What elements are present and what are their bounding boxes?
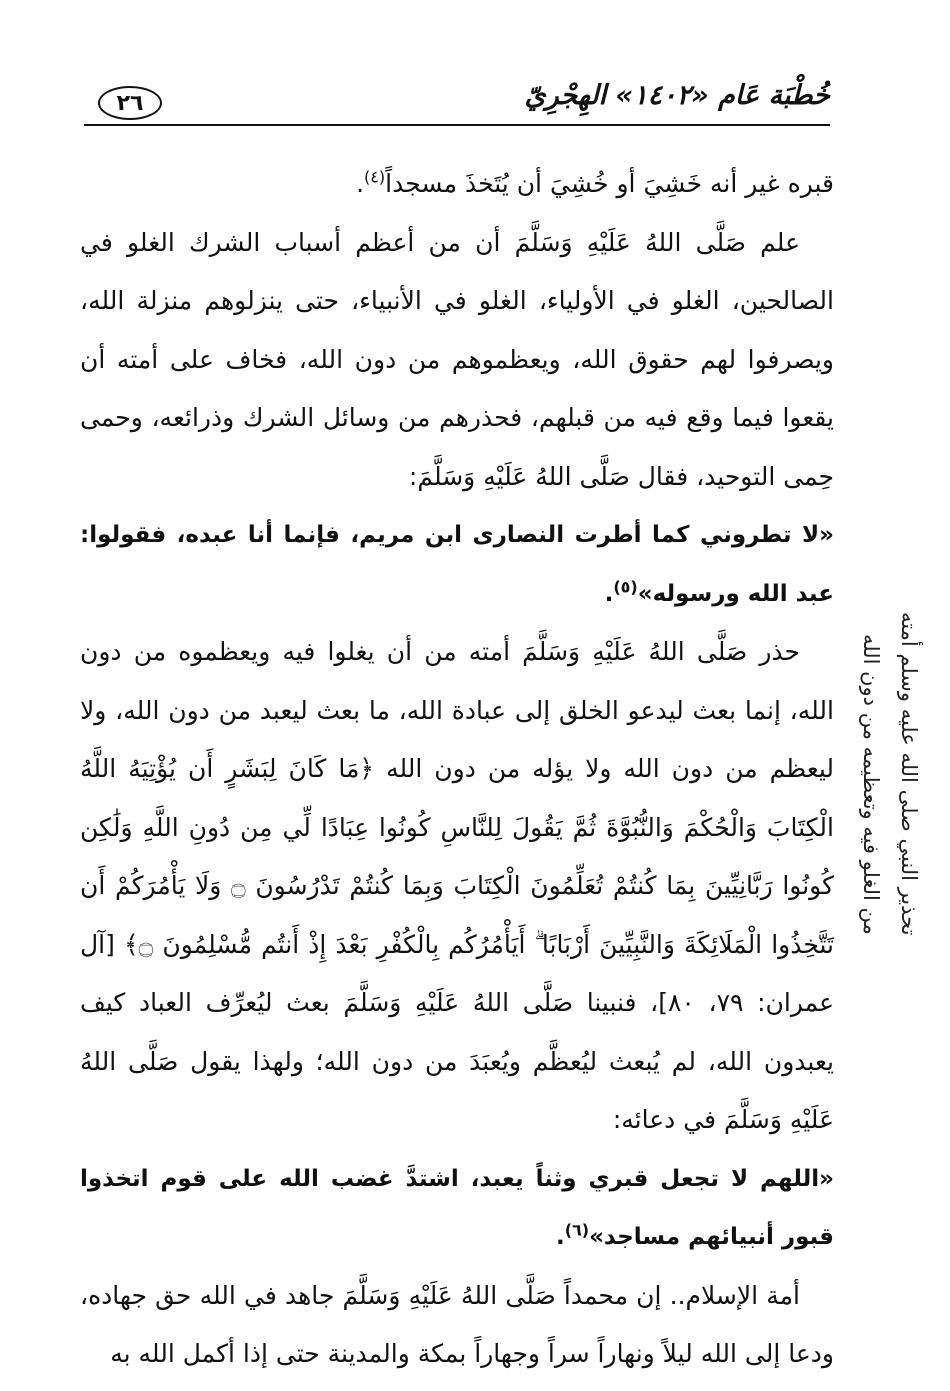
footnote-ref: (٤) (364, 167, 386, 187)
paragraph: علم صَلَّى اللهُ عَلَيْهِ وَسَلَّمَ أن من أعظم أسباب الشرك الغلو في الصالحين، الغلو في الأولياء، الغلو في الأنبياء، حتى ينزلوهم منزلة الله، ويصرفوا لهم حقوق الله، ويعظموهم من دون الله، فخاف على أمته أن يقعوا فيما وقع فيه من قبلهم، فحذرهم من وسائل الشرك وذرائعه، وحمى حِمى التوحيد، فقال صَلَّى اللهُ عَلَيْهِ وَسَلَّمَ: (80, 227, 834, 491)
hadith-quote: «اللهم لا تجعل قبري وثناً يعبد، اشتدَّ غضب الله على قوم اتخذوا قبور أنبيائهم مساجد»$^{(٦)}$. (80, 1165, 834, 1250)
running-title: خُطْبَة عَام «١٤٠٢» الهِجْرِيّ (524, 80, 830, 111)
footnote-ref: (٥) (613, 576, 638, 596)
header-divider (84, 124, 830, 126)
footnote-ref: (٦) (564, 1220, 590, 1240)
page-number: ٢٦ (98, 86, 162, 120)
body-text (80, 155, 834, 1384)
paragraph: حذر صَلَّى اللهُ عَلَيْهِ وَسَلَّمَ أمته من أن يغلوا فيه ويعظموه من دون الله، إنما بعث ليدعو الخلق إلى عبادة الله، ما بعث ليعبد من دون الله، ولا ليعظم من دون الله ولا يؤله من دون الله ﴿مَا كَانَ لِبَشَرٍ أَن يُؤْتِيَهُ اللَّهُ الْكِتَابَ وَالْحُكْمَ وَالنُّبُوَّةَ ثُمَّ يَقُولَ لِلنَّاسِ كُونُوا عِبَادًا لِّي مِن دُونِ اللَّهِ وَلَٰكِن كُونُوا رَبَّانِيِّينَ بِمَا كُنتُمْ تُعَلِّمُونَ الْكِتَابَ وَبِمَا كُنتُمْ تَدْرُسُونَ ۝ وَلَا يَأْمُرَكُمْ أَن تَتَّخِذُوا الْمَلَائِكَةَ وَالنَّبِيِّينَ أَرْبَابًا ۗ أَيَأْمُرُكُم بِالْكُفْرِ بَعْدَ إِذْ أَنتُم مُّسْلِمُونَ ۝﴾ [آل عمران: ٧٩، ٨٠]، فنبينا صَلَّى اللهُ عَلَيْهِ وَسَلَّمَ بعث ليُعرِّف العباد كيف يعبدون الله، لم يُبعث ليُعظَّم ويُعبَدَ من دون الله؛ ولهذا يقول صَلَّى اللهُ عَلَيْهِ وَسَلَّمَ في دعائه: (80, 637, 835, 1134)
margin-note: تحذير النبي صلى الله عليه وسلم أمته من الغلو فيه وتعظيمه من دون الله (859, 611, 921, 935)
page-header (84, 78, 830, 130)
hadith-quote: «لا تطروني كما أطرت النصارى ابن مريم، فإنما أنا عبده، فقولوا: عبد الله ورسوله»$^{(٥)}$. (80, 522, 834, 607)
paragraph: قبره غير أنه خَشِيَ أو خُشِيَ أن يُتَخذَ مسجداً$^{(٤)}$. (356, 167, 834, 198)
quran-verse: ﴿مَا كَانَ لِبَشَرٍ أَن يُؤْتِيَهُ اللَّهُ الْكِتَابَ وَالْحُكْمَ وَالنُّبُوَّةَ ثُمَّ يَقُولَ لِلنَّاسِ كُونُوا عِبَادًا لِّي مِن دُونِ اللَّهِ وَلَٰكِن كُونُوا رَبَّانِيِّينَ بِمَا كُنتُمْ تُعَلِّمُونَ الْكِتَابَ وَبِمَا كُنتُمْ تَدْرُسُونَ ۝ وَلَا يَأْمُرَكُمْ أَن تَتَّخِذُوا الْمَلَائِكَةَ وَالنَّبِيِّينَ أَرْبَابًا ۗ أَيَأْمُرُكُم بِالْكُفْرِ بَعْدَ إِذْ أَنتُم مُّسْلِمُونَ ۝﴾ (80, 754, 834, 959)
verse-reference: [آل عمران: ٧٩، ٨٠]، فنبينا صَلَّى اللهُ عَلَيْهِ وَسَلَّمَ بعث ليُعرِّف العباد كيف يعبدون الله، لم يُبعث ليُعظَّم ويُعبَدَ من دون الله؛ ولهذا يقول صَلَّى اللهُ عَلَيْهِ وَسَلَّمَ في دعائه: (80, 929, 834, 1134)
paragraph: أمة الإسلام.. إن محمداً صَلَّى اللهُ عَلَيْهِ وَسَلَّمَ جاهد في الله حق جهاده، ودعا إلى الله ليلاً ونهاراً سراً وجهاراً بمكة والمدينة حتى إذا أكمل الله به (80, 1280, 834, 1368)
